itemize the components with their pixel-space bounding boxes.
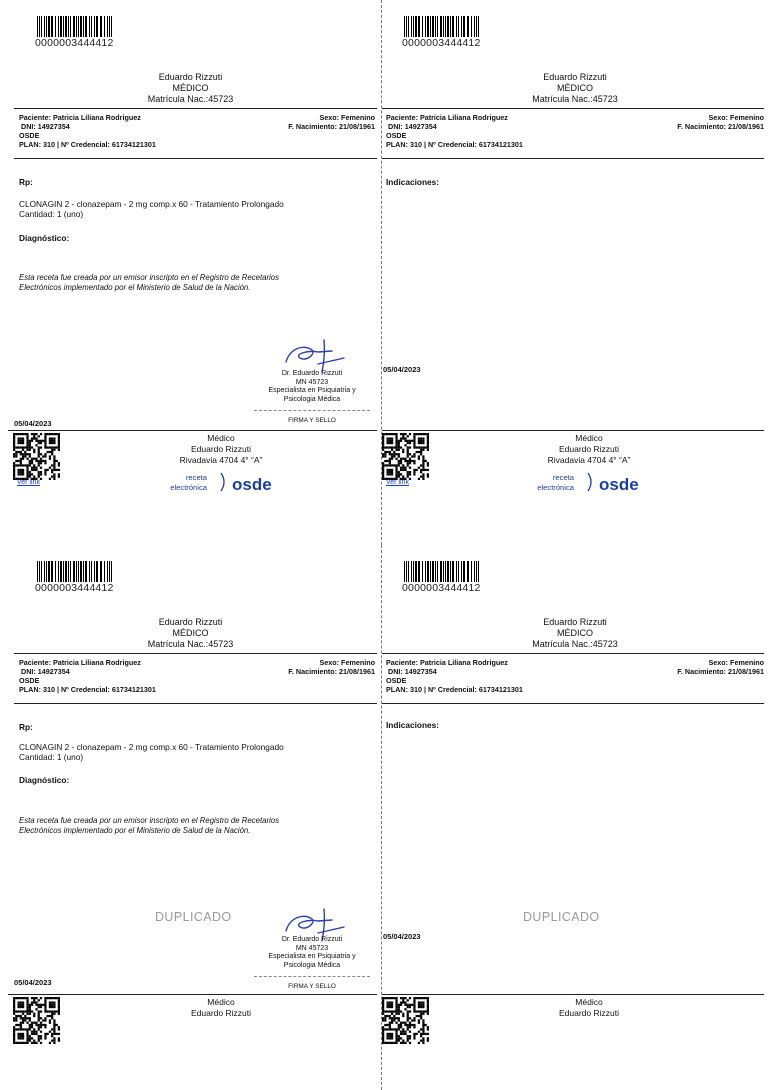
footer-doctor (121, 997, 321, 1019)
divider (382, 158, 764, 159)
patient-dni: DNI: 14927354 (21, 667, 70, 676)
prescription-panel (0, 0, 381, 545)
patient-dni: DNI: 14927354 (21, 122, 70, 131)
diagnosis-label: Diagnóstico: (19, 775, 70, 785)
patient-name: Paciente: Patricia Liliana Rodriguez (19, 658, 141, 667)
patient-dni: DNI: 14927354 (388, 667, 437, 676)
patient-plan: PLAN: 310 | Nº Credencial: 61734121301 (19, 140, 156, 149)
patient-name: Paciente: Patricia Liliana Rodriguez (19, 113, 141, 122)
stamp-license: MN 45723 (295, 378, 329, 386)
patient-name: Paciente: Patricia Liliana Rodriguez (386, 113, 508, 122)
patient-sex: Sexo: Femenino (708, 113, 764, 122)
logo-osde-text: osde (599, 475, 639, 494)
doctor-title: MÉDICO (172, 83, 209, 93)
firma-label: FIRMA Y SELLO (288, 983, 336, 990)
divider (382, 653, 764, 654)
qr-code (13, 433, 60, 480)
doctor-title: MÉDICO (557, 628, 593, 638)
rx-label: Rp: (19, 177, 33, 187)
doctor-license: Matrícula Nac.:45723 (147, 639, 234, 649)
divider (382, 703, 764, 704)
logo-electronica-text: electrónica (170, 483, 207, 492)
patient-insurer: OSDE (19, 676, 40, 685)
patient-info (386, 113, 764, 149)
patient-sex: Sexo: Femenino (319, 658, 375, 667)
divider (382, 430, 764, 431)
patient-plan: PLAN: 310 | Nº Credencial: 61734121301 (386, 140, 523, 149)
stamp-specialty-2: Psicologia Médica (283, 961, 341, 969)
divider (14, 703, 377, 704)
patient-name: Paciente: Patricia Liliana Rodriguez (386, 658, 508, 667)
patient-plan: PLAN: 310 | Nº Credencial: 61734121301 (19, 685, 156, 694)
logo-receta-text: receta (185, 473, 207, 482)
doctor-header (382, 617, 768, 650)
stamp-specialty-1: Especialista en Psiquiatria y (268, 387, 356, 394)
indications-date: 05/04/2023 (383, 365, 421, 374)
doctor-header (0, 617, 381, 650)
divider (382, 108, 764, 109)
rx-quantity: Cantidad: 1 (uno) (19, 751, 84, 762)
barcode-image (403, 561, 481, 582)
footer-doctor (121, 433, 321, 466)
qr-code (382, 997, 429, 1044)
doctor-license: Matrícula Nac.:45723 (532, 639, 618, 649)
disclaimer-line-2: Electrónicos implementado por el Ministerio de Salud de la Nación. (19, 825, 251, 835)
doctor-name: Eduardo Rizzuti (543, 72, 607, 82)
barcode-image (36, 16, 114, 37)
patient-sex-birth (677, 113, 764, 131)
prescription-duplicate (0, 545, 768, 1090)
patient-insurer: OSDE (386, 676, 407, 685)
patient-info (19, 113, 375, 149)
divider (14, 158, 377, 159)
stamp-name: Dr. Eduardo Rizzuti (281, 936, 343, 943)
indications-panel (382, 545, 768, 1090)
prescription-date: 05/04/2023 (14, 419, 52, 428)
doctor-name: Eduardo Rizzuti (543, 617, 607, 627)
barcode-image (36, 561, 114, 582)
doctor-license: Matrícula Nac.:45723 (532, 94, 618, 104)
indications-label: Indicaciones: (386, 177, 440, 187)
disclaimer-line-2: Electrónicos implementado por el Ministerio de Salud de la Nación. (19, 282, 251, 292)
signature-line (254, 976, 370, 977)
duplicate-watermark: DUPLICADO (155, 910, 232, 924)
rx-medication: CLONAGIN 2 - clonazepam - 2 mg comp.x 60 - Tratamiento Prolongado (19, 742, 284, 752)
patient-sex: Sexo: Femenino (319, 113, 375, 122)
barcode-image (403, 16, 481, 37)
barcode-number: 0000003444412 (402, 37, 481, 49)
patient-birth: F. Nacimiento: 21/08/1961 (288, 667, 375, 676)
patient-sex-birth (677, 658, 764, 676)
indications-date: 05/04/2023 (383, 932, 421, 941)
rx-medication-block (19, 200, 375, 219)
patient-birth: F. Nacimiento: 21/08/1961 (677, 667, 764, 676)
rx-medication-block (19, 743, 375, 762)
footer-doctor (489, 997, 689, 1019)
barcode-number: 0000003444412 (35, 37, 114, 49)
patient-birth: F. Nacimiento: 21/08/1961 (288, 122, 375, 131)
signature-stamp (252, 370, 372, 404)
stamp-specialty-2: Psicologia Médica (283, 395, 341, 403)
rx-label: Rp: (19, 722, 33, 732)
divider (8, 994, 377, 995)
barcode-number: 0000003444412 (35, 582, 114, 594)
disclaimer (19, 816, 375, 835)
qr-code (382, 433, 429, 480)
footer-name: Eduardo Rizzuti (190, 1008, 251, 1018)
divider (8, 430, 377, 431)
doctor-name: Eduardo Rizzuti (158, 72, 223, 82)
receta-electronica-osde-logo (165, 470, 295, 494)
firma-label: FIRMA Y SELLO (288, 417, 336, 424)
footer-role: Médico (207, 997, 235, 1007)
signature-line (254, 410, 370, 411)
receta-electronica-osde-logo (532, 470, 662, 494)
indications-label: Indicaciones: (386, 720, 440, 730)
stamp-license: MN 45723 (295, 944, 329, 952)
patient-birth: F. Nacimiento: 21/08/1961 (677, 122, 764, 131)
signature-stamp (252, 936, 372, 970)
ver-link[interactable]: Ver link (17, 479, 40, 486)
disclaimer (19, 273, 375, 292)
rx-quantity: Cantidad: 1 (uno) (19, 208, 84, 219)
indications-panel (382, 0, 768, 545)
logo-electronica-text: electrónica (537, 483, 574, 492)
doctor-title: MÉDICO (172, 628, 209, 638)
footer-name: Eduardo Rizzuti (190, 444, 251, 454)
patient-sex-birth (288, 113, 375, 131)
doctor-name: Eduardo Rizzuti (158, 617, 223, 627)
footer-role: Médico (207, 433, 235, 443)
patient-dni: DNI: 14927354 (388, 122, 437, 131)
patient-sex-birth (288, 658, 375, 676)
disclaimer-line-1: Esta receta fue creada por un emisor inscripto en el Registro de Recetarios (19, 816, 280, 825)
footer-address: Rivadavia 4704 4° “A” (547, 455, 631, 465)
handwritten-signature (282, 338, 348, 374)
doctor-license: Matrícula Nac.:45723 (147, 94, 234, 104)
footer-name: Eduardo Rizzuti (558, 444, 619, 454)
doctor-header (382, 72, 768, 105)
stamp-name: Dr. Eduardo Rizzuti (281, 370, 343, 377)
footer-role: Médico (575, 433, 603, 443)
ver-link[interactable]: Ver link (386, 479, 409, 486)
prescription-panel (0, 545, 381, 1090)
patient-plan: PLAN: 310 | Nº Credencial: 61734121301 (386, 685, 523, 694)
patient-sex: Sexo: Femenino (708, 658, 764, 667)
patient-info (19, 658, 375, 694)
doctor-header (0, 72, 381, 105)
logo-osde-text: osde (232, 475, 272, 494)
duplicate-watermark: DUPLICADO (523, 910, 600, 924)
rx-medication: CLONAGIN 2 - clonazepam - 2 mg comp.x 60 - Tratamiento Prolongado (19, 199, 284, 209)
patient-info (386, 658, 764, 694)
divider (14, 653, 377, 654)
doctor-title: MÉDICO (557, 83, 593, 93)
prescription-date: 05/04/2023 (14, 978, 52, 987)
footer-address: Rivadavia 4704 4° “A” (179, 455, 263, 465)
stamp-specialty-1: Especialista en Psiquiatria y (268, 953, 356, 960)
divider (14, 108, 377, 109)
divider (382, 994, 764, 995)
footer-doctor (489, 433, 689, 466)
logo-receta-text: receta (552, 473, 574, 482)
diagnosis-label: Diagnóstico: (19, 233, 70, 243)
patient-insurer: OSDE (386, 131, 407, 140)
qr-code (13, 997, 60, 1044)
disclaimer-line-1: Esta receta fue creada por un emisor inscripto en el Registro de Recetarios (19, 273, 280, 282)
footer-name: Eduardo Rizzuti (558, 1008, 619, 1018)
patient-insurer: OSDE (19, 131, 40, 140)
footer-role: Médico (575, 997, 603, 1007)
barcode-number: 0000003444412 (402, 582, 481, 594)
